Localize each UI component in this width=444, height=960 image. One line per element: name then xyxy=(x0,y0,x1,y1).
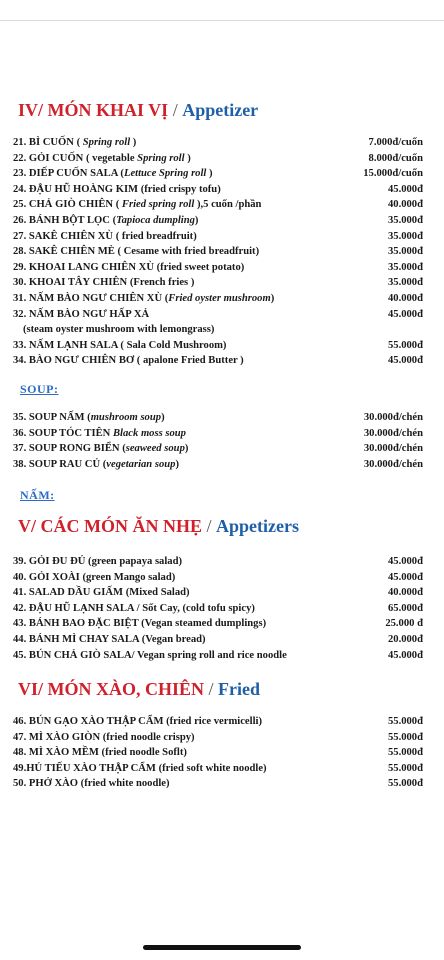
menu-item-price: 30.000đ/chén xyxy=(363,412,423,423)
menu-item xyxy=(13,457,433,473)
menu-item-vn: 23. DIẾP CUỐN SALA ( xyxy=(13,168,124,180)
menu-item-name xyxy=(13,151,191,167)
menu-item-name xyxy=(13,410,165,426)
menu-item-vn: 22. GỎI CUỐN ( vegetable xyxy=(13,152,138,164)
menu-item-price: 55.000đ xyxy=(387,731,423,743)
menu-item xyxy=(13,426,433,442)
menu-item xyxy=(13,166,433,182)
menu-item xyxy=(13,730,433,746)
menu-item xyxy=(13,229,433,245)
menu-item xyxy=(13,260,433,276)
menu-item xyxy=(13,353,433,369)
home-indicator[interactable] xyxy=(143,945,301,950)
menu-item-name xyxy=(13,457,179,473)
menu-item xyxy=(13,441,433,457)
menu-item-rest: ) xyxy=(184,152,191,164)
menu-item-vn: 35. SOUP NẤM ( xyxy=(13,412,91,423)
menu-item-name xyxy=(13,585,190,601)
menu-item xyxy=(13,135,433,151)
section-title-fried: VI/ MÓN XÀO, CHIÊN / Fried xyxy=(18,679,261,699)
menu-item-price: 30.000đ/chén xyxy=(363,427,423,439)
menu-item-price: 35.000đ xyxy=(387,230,423,242)
menu-item-en: Fried oyster mushroom xyxy=(168,292,271,304)
menu-item-name xyxy=(13,554,182,570)
menu-item-price: 30.000đ/chén xyxy=(363,458,423,470)
soup-list xyxy=(13,410,433,472)
menu-item-en: seaweed soup xyxy=(125,443,185,455)
menu-item-name xyxy=(13,307,149,323)
menu-item-price: 55.000đ xyxy=(387,747,423,759)
menu-item-name xyxy=(13,229,197,245)
menu-item-vn: 48. MÌ XÀO MỀM (fried noodle Soflt) xyxy=(13,747,187,759)
menu-item-en: Black moss soup xyxy=(112,427,186,439)
menu-item-en: mushroom soup xyxy=(90,412,162,423)
menu-item-price: 55.000đ xyxy=(387,339,423,351)
menu-item-price: 15.000đ/cuốn xyxy=(363,168,423,180)
menu-item-vn: 46. BÚN GẠO XÀO THẬP CẨM (fried rice vermicelli) xyxy=(13,716,262,727)
menu-item-price: 45.000đ xyxy=(387,308,423,320)
menu-item-price: 8.000đ/cuốn xyxy=(368,152,423,164)
menu-item-vn: 27. SAKÊ CHIÊN XÙ ( fried breadfruit) xyxy=(13,230,197,242)
menu-item-rest: ) xyxy=(194,214,199,226)
menu-item-vn: 30. KHOAI TÂY CHIÊN (French fries ) xyxy=(13,277,195,289)
menu-item-price: 25.000 đ xyxy=(385,618,423,630)
menu-item-name xyxy=(13,714,262,730)
menu-item-vn: 29. KHOAI LANG CHIÊN XÙ (fried sweet potato) xyxy=(13,261,245,273)
menu-item-vn: 28. SAKÊ CHIÊN MÈ ( Cesame with fried breadfruit) xyxy=(13,246,260,258)
menu-item xyxy=(13,244,433,260)
menu-item xyxy=(13,197,433,213)
menu-item-name xyxy=(13,426,186,442)
menu-item-vn: 21. BÌ CUỐN ( xyxy=(13,137,83,148)
menu-item-price: 7.000đ/cuốn xyxy=(368,137,423,148)
menu-item-name xyxy=(13,353,244,369)
menu-item-name xyxy=(13,761,267,777)
menu-item-vn: 47. MÌ XÀO GIÒN (fried noodle crispy) xyxy=(13,731,195,743)
menu-item xyxy=(13,554,433,570)
menu-item-name xyxy=(13,275,194,291)
top-divider xyxy=(0,20,444,21)
menu-item-name xyxy=(13,166,213,182)
menu-item-name xyxy=(13,441,188,457)
menu-item-name xyxy=(13,776,170,792)
menu-item-en: Spring roll xyxy=(82,137,131,148)
menu-item-price: 35.000đ xyxy=(387,261,423,273)
section-title-appetizer: IV/ MÓN KHAI VỊ / Appetizer xyxy=(18,100,259,120)
menu-item xyxy=(13,338,433,354)
menu-item xyxy=(13,632,433,648)
soup-subheading: SOUP: xyxy=(20,382,59,396)
menu-item-rest: ) xyxy=(130,137,137,148)
menu-item-name xyxy=(13,291,274,307)
menu-item xyxy=(13,213,433,229)
menu-item-name xyxy=(13,197,261,213)
menu-item-vn: 26. BÁNH BỘT LỌC ( xyxy=(13,214,117,226)
menu-item xyxy=(13,151,433,167)
menu-item-name xyxy=(13,745,187,761)
menu-item-price: 55.000đ xyxy=(387,716,423,727)
menu-item-price: 55.000đ xyxy=(387,762,423,774)
menu-item-vn: 25. CHẢ GIÒ CHIÊN ( xyxy=(13,199,122,211)
menu-item-price: 40.000đ xyxy=(387,587,423,599)
menu-item xyxy=(13,322,433,338)
menu-item xyxy=(13,307,433,323)
menu-item xyxy=(13,648,433,664)
menu-item-vn: 44. BÁNH MÌ CHAY SALA (Vegan bread) xyxy=(13,633,206,645)
menu-item-en: Lettuce Spring roll xyxy=(123,168,207,180)
menu-item-vn: 36. SOUP TÓC TIÊN xyxy=(13,427,113,439)
menu-item-name xyxy=(13,616,266,632)
menu-item-vn: 32. NẤM BÀO NGƯ HẤP XẢ xyxy=(13,308,150,320)
menu-item-vn: 37. SOUP RONG BIỂN ( xyxy=(13,443,126,455)
menu-item-vn: 41. SALAD DẦU GIẤM (Mixed Salad) xyxy=(13,587,190,599)
menu-item-price: 45.000đ xyxy=(387,355,423,367)
menu-item-rest: ) xyxy=(270,292,275,304)
menu-item-price: 65.000đ xyxy=(387,602,423,614)
menu-item xyxy=(13,182,433,198)
menu-item-price: 20.000đ xyxy=(387,633,423,645)
menu-item-name xyxy=(13,570,175,586)
menu-item-vn: 33. NẤM LẠNH SALA ( Sala Cold Mushroom) xyxy=(13,339,227,351)
menu-item-name xyxy=(13,601,255,617)
menu-item-name xyxy=(13,213,198,229)
menu-item xyxy=(13,585,433,601)
menu-item-vn: 31. NẤM BÀO NGƯ CHIÊN XÙ ( xyxy=(13,292,169,304)
section-title-light: V/ CÁC MÓN ĂN NHẸ / Appetizers xyxy=(18,516,299,536)
menu-item-price: 40.000đ xyxy=(387,199,423,211)
menu-item-rest: ) xyxy=(175,458,179,470)
menu-item-name xyxy=(13,632,206,648)
menu-item-rest: ) xyxy=(184,443,189,455)
menu-item-price: 55.000đ xyxy=(387,778,423,790)
menu-item-en: Tapioca dumpling xyxy=(116,214,195,226)
menu-item-vn: 39. GỎI ĐU ĐỦ (green papaya salad) xyxy=(13,556,183,567)
menu-item-name xyxy=(13,730,195,746)
light-list xyxy=(13,554,433,663)
menu-item-price: 40.000đ xyxy=(387,292,423,304)
menu-item-name xyxy=(13,244,259,260)
menu-item-price: 45.000đ xyxy=(387,183,423,195)
menu-item-vn: 50. PHỞ XÀO (fried white noodle) xyxy=(13,778,170,790)
menu-item-rest: ) xyxy=(161,412,165,423)
menu-item-price: 30.000đ/chén xyxy=(363,443,423,455)
menu-item-price: 35.000đ xyxy=(387,214,423,226)
menu-item-vn: 49.HỦ TIẾU XÀO THẬP CẨM (fried soft white noodle) xyxy=(13,762,267,774)
menu-item xyxy=(13,761,433,777)
menu-item-en: Spring roll xyxy=(137,152,185,164)
menu-item-name xyxy=(13,648,287,664)
menu-item-name xyxy=(13,135,136,151)
menu-item-rest: ) xyxy=(206,168,213,180)
menu-item-rest: ),5 cuốn /phần xyxy=(194,199,262,211)
menu-item-vn: 40. GỎI XOÀI (green Mango salad) xyxy=(13,571,176,583)
menu-item-price: 35.000đ xyxy=(387,246,423,258)
menu-item-price: 45.000đ xyxy=(387,556,423,567)
menu-item-vn: 38. SOUP RAU CỦ ( xyxy=(13,458,107,470)
menu-item xyxy=(13,601,433,617)
menu-item-vn: 43. BÁNH BAO ĐẶC BIỆT (Vegan steamed dumplings) xyxy=(13,618,267,630)
fried-list xyxy=(13,714,433,792)
menu-item-vn: 34. BÀO NGƯ CHIÊN BƠ ( apalone Fried Butter ) xyxy=(13,355,244,367)
menu-item xyxy=(13,745,433,761)
menu-item xyxy=(13,776,433,792)
menu-item-price: 45.000đ xyxy=(387,649,423,661)
menu-item-vn: (steam oyster mushroom with lemongrass) xyxy=(23,324,215,336)
menu-item-price: 35.000đ xyxy=(387,277,423,289)
menu-item xyxy=(13,410,433,426)
menu-item-name xyxy=(23,322,214,338)
menu-item-name xyxy=(13,338,226,354)
menu-item xyxy=(13,714,433,730)
menu-item-price: 45.000đ xyxy=(387,571,423,583)
menu-item-en: vegetarian soup xyxy=(106,458,176,470)
menu-item xyxy=(13,616,433,632)
menu-item-name xyxy=(13,182,221,198)
menu-item-vn: 24. ĐẬU HŨ HOÀNG KIM (fried crispy tofu) xyxy=(13,183,221,195)
appetizer-list xyxy=(13,135,433,369)
menu-item xyxy=(13,275,433,291)
menu-item-vn: 45. BÚN CHẢ GIÒ SALA/ Vegan spring roll and rice noodle xyxy=(13,649,287,661)
menu-item-vn: 42. ĐẬU HŨ LẠNH SALA / Sốt Cay, (cold tofu spicy) xyxy=(13,602,255,614)
menu-item xyxy=(13,570,433,586)
mushroom-subheading: NẤM: xyxy=(20,488,55,502)
menu-item-name xyxy=(13,260,244,276)
menu-item-en: Fried spring roll xyxy=(121,199,195,211)
menu-item xyxy=(13,291,433,307)
